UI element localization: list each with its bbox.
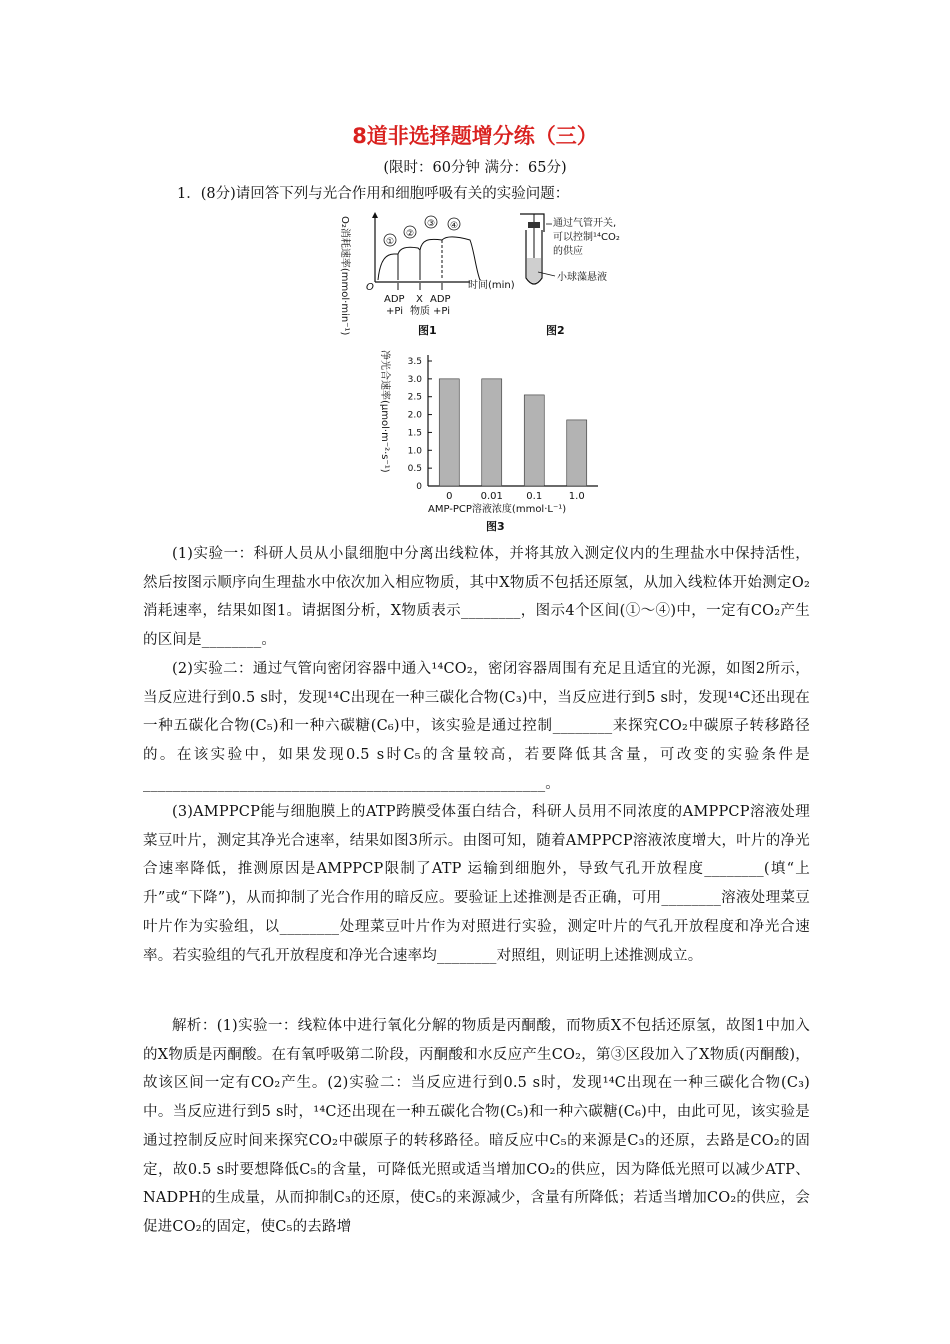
y-tick-label: 2.0 xyxy=(407,410,422,421)
time-limit-note: (限时：60分钟 满分：65分) xyxy=(383,160,567,176)
add-x: X xyxy=(416,294,423,305)
bar-1.0 xyxy=(567,420,587,486)
fig2-caption: 图2 xyxy=(546,324,565,337)
region-3: ③ xyxy=(427,219,436,229)
y-tick-label: 1.0 xyxy=(407,446,422,457)
part-1-text: (1)实验一：科研人员从小鼠细胞中分离出线粒体，并将其放入测定仪内的生理盐水中保持活性，然后按图示顺序向生理盐水中依次加入相应物质，其中X物质不包括还原氢，从加入线粒体开始测定O₂消耗速率，结果如图1。请据图分析，X物质表示________，图示4个区间(①～④)中，一定有CO₂产生的区间是________。 xyxy=(143,546,810,649)
y-tick-label: 0 xyxy=(416,482,422,492)
part-2-text: (2)实验二：通过气管向密闭容器中通入¹⁴CO₂，密闭容器周围有充足且适宜的光源，如图2所示，当反应进行到0.5 s时，发现¹⁴C出现在一种三碳化合物(C₃)中，当反应进行到5 s时，发现¹⁴C还出现在一种五碳化合物(C₅)和一种六碳糖(C₆)中，该实验是通过控制________来探究CO₂中碳原子转移路径的。在该实验中，如果发现0.5 s时C₅的含量较高，若要降低其含量，可改变的实验条件是______________________________________________________。 xyxy=(143,661,810,792)
add-x-substance: 物质 xyxy=(410,306,430,317)
fig2-note-3: 的供应 xyxy=(553,246,583,257)
paragraph-part-2 xyxy=(143,655,810,799)
analysis-text: 解析：(1)实验一：线粒体中进行氧化分解的物质是丙酮酸，而物质X不包括还原氢，故图1中加入的X物质是丙酮酸。在有氧呼吸第二阶段，丙酮酸和水反应产生CO₂，第③区段加入了X物质(丙酮酸)，故该区间一定有CO₂产生。(2)实验二：当反应进行到0.5 s时，发现¹⁴C出现在一种三碳化合物(C₃)中。当反应进行到5 s时，¹⁴C还出现在一种五碳化合物(C₅)和一种六碳糖(C₆)中，由此可见，该实验是通过控制反应时间来探究CO₂中碳原子的转移路径。暗反应中C₅的来源是C₃的还原，去路是CO₂的固定，故0.5 s时要想降低C₅的含量，可降低光照或适当增加CO₂的供应，因为降低光照可以减少ATP、NADPH的生成量，从而抑制C₃的还原，使C₅的来源减少，含量有所降低；若适当增加CO₂的供应，会促进CO₂的固定，使C₅的去路增 xyxy=(143,1018,810,1235)
y-tick-label: 3.5 xyxy=(407,357,422,367)
y-tick-label: 0.5 xyxy=(407,464,422,475)
x-tick-label: 1.0 xyxy=(568,491,585,502)
add-adp-1: ADP xyxy=(384,294,405,305)
figure-3-bar-chart xyxy=(378,346,618,536)
fig1-caption: 图1 xyxy=(418,324,437,337)
add-pi-2: +Pi xyxy=(433,306,450,317)
fig1-origin: O xyxy=(366,282,374,293)
question-1-intro: 1．(8分)请回答下列与光合作用和细胞呼吸有关的实验问题： xyxy=(177,186,570,202)
page-title: 8道非选择题增分练（三） xyxy=(352,124,598,148)
part-3-text: (3)AMPPCP能与细胞膜上的ATP跨膜受体蛋白结合，科研人员用不同浓度的AMPPCP溶液处理菜豆叶片，测定其净光合速率，结果如图3所示。由图可知，随着AMPPCP溶液浓度增大，叶片的净光合速率降低，推测原因是AMPPCP限制了ATP 运输到细胞外，导致气孔开放程度________(填“上升”或“下降”)，从而抑制了光合作用的暗反应。要验证上述推测是否正确，可用________溶液处理菜豆叶片作为实验组，以________处理菜豆叶片作为对照进行实验，测定叶片的气孔开放程度和净光合速率。若实验组的气孔开放程度和净光合速率均________对照组，则证明上述推测成立。 xyxy=(143,804,810,964)
fig3-xlabel: AMP-PCP溶液浓度(mmol·L⁻¹) xyxy=(428,504,567,515)
figure-1 xyxy=(339,212,515,337)
add-adp-2: ADP xyxy=(430,294,451,305)
x-tick-label: 0.1 xyxy=(526,491,543,502)
fig2-note-2: 可以控制¹⁴CO₂ xyxy=(553,232,620,243)
add-pi-1: +Pi xyxy=(386,306,403,317)
x-tick-label: 0 xyxy=(446,491,453,502)
fig1-ylabel: O₂消耗速率(mmol·min⁻¹) xyxy=(339,216,350,336)
figure-2 xyxy=(520,214,620,337)
fig2-note-1: 通过气管开关, xyxy=(553,218,617,229)
region-1: ① xyxy=(386,237,395,247)
paragraph-part-1 xyxy=(143,540,810,655)
paragraph-part-3 xyxy=(143,798,810,970)
fig3-ylabel: 净光合速率(μmol·m⁻²·s⁻¹) xyxy=(379,350,390,473)
bar-0.1 xyxy=(524,395,544,486)
fig1-xlabel: 时间(min) xyxy=(468,280,515,291)
region-2: ② xyxy=(406,229,415,239)
bar-0.01 xyxy=(482,379,502,486)
bar-0 xyxy=(439,379,459,486)
fig3-caption: 图3 xyxy=(486,520,505,533)
figures-1-2 xyxy=(320,210,660,340)
paragraph-analysis xyxy=(143,1012,810,1242)
x-tick-label: 0.01 xyxy=(480,491,503,502)
y-tick-label: 2.5 xyxy=(407,392,422,403)
y-tick-label: 1.5 xyxy=(407,428,422,439)
region-4: ④ xyxy=(450,221,459,231)
fig2-note-4: 小球藻悬液 xyxy=(557,272,607,283)
y-tick-label: 3.0 xyxy=(407,374,422,385)
